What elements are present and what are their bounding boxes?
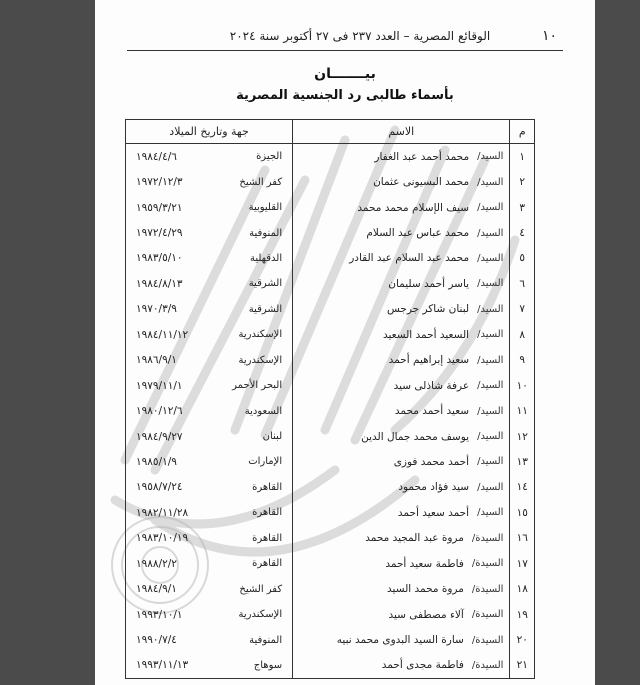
table-row <box>126 551 535 576</box>
name-cell <box>293 246 510 271</box>
honorific: السيدة/ <box>471 583 504 595</box>
birth-date: ١٩٧٠/٣/٩ <box>136 303 177 316</box>
birth-date: ١٩٨٤/٩/١ <box>136 583 177 596</box>
row-number: ٢ <box>510 169 535 194</box>
birth-date: ١٩٨٤/٤/٦ <box>136 150 177 163</box>
page-subtitle: بأسماء طالبى رد الجنسية المصرية <box>236 88 454 103</box>
row-number: ١ <box>510 144 535 170</box>
birth-date: ١٩٨٣/٥/١٠ <box>136 252 183 265</box>
row-number: ٢١ <box>510 653 535 679</box>
applicant-name: سيد فؤاد محمود <box>398 481 470 494</box>
table-row <box>126 424 535 449</box>
birth-cell <box>126 500 293 525</box>
birth-place: لبنان <box>262 431 283 443</box>
name-cell <box>293 475 510 500</box>
birth-date: ١٩٨٥/١/٩ <box>136 455 177 468</box>
table-row <box>126 195 535 220</box>
birth-place: الإسكندرية <box>238 609 283 621</box>
birth-date: ١٩٧٢/٤/٢٩ <box>136 227 183 240</box>
row-number: ١٩ <box>510 602 535 627</box>
honorific: السيدة/ <box>471 659 504 671</box>
birth-place: القاهرة <box>252 507 283 519</box>
applicant-name: يوسف محمد جمال الدين <box>361 430 470 443</box>
birth-cell <box>126 246 293 271</box>
row-number: ١٢ <box>510 424 535 449</box>
name-cell <box>293 169 510 194</box>
name-cell <box>293 195 510 220</box>
applicant-name: أحمد محمد فوزى <box>393 455 470 468</box>
honorific: السيد/ <box>477 303 504 315</box>
name-cell <box>293 348 510 373</box>
honorific: السيدة/ <box>471 558 504 570</box>
row-number: ٩ <box>510 348 535 373</box>
birth-date: ١٩٨٤/٩/٢٧ <box>136 430 183 443</box>
applicant-name: فاطمة مجدى أحمد <box>381 659 464 672</box>
applicant-name: سارة السيد البدوى محمد نبيه <box>336 634 464 647</box>
honorific: السيد/ <box>477 456 504 468</box>
birth-place: كفر الشيخ <box>239 176 283 188</box>
birth-date: ١٩٨٤/١١/١٢ <box>136 328 189 341</box>
table-header-row <box>126 120 535 144</box>
honorific: السيد/ <box>477 202 504 214</box>
name-cell <box>293 271 510 296</box>
viewer-background-right <box>595 0 640 685</box>
name-cell <box>293 322 510 347</box>
birth-cell <box>126 195 293 220</box>
row-number: ١٨ <box>510 576 535 601</box>
birth-place: الشرقية <box>248 278 283 290</box>
applicant-name: السعيد أحمد السعيد <box>382 328 470 341</box>
honorific: السيد/ <box>477 278 504 290</box>
table-row <box>126 297 535 322</box>
birth-cell <box>126 271 293 296</box>
table-row <box>126 322 535 347</box>
column-header-birth: جهة وتاريخ الميلاد <box>126 120 293 144</box>
honorific: السيد/ <box>477 380 504 392</box>
name-cell <box>293 500 510 525</box>
name-cell <box>293 449 510 474</box>
column-header-number: م <box>510 120 535 144</box>
row-number: ٢٠ <box>510 627 535 652</box>
birth-cell <box>126 449 293 474</box>
birth-place: المنوفية <box>249 634 283 646</box>
honorific: السيد/ <box>477 405 504 417</box>
applicant-name: محمد عباس عبد السلام <box>366 227 470 240</box>
applicant-name: محمد البسيونى عثمان <box>373 176 470 189</box>
name-cell <box>293 424 510 449</box>
table-row <box>126 627 535 652</box>
birth-cell <box>126 526 293 551</box>
birth-date: ١٩٨٠/١٢/٦ <box>136 405 183 418</box>
birth-place: القاهرة <box>252 558 283 570</box>
table-row <box>126 220 535 245</box>
table-row <box>126 271 535 296</box>
table-row <box>126 144 535 170</box>
birth-date: ١٩٥٨/٧/٢٤ <box>136 481 183 494</box>
row-number: ١٤ <box>510 475 535 500</box>
birth-place: الجيزة <box>256 151 283 163</box>
applicant-name: محمد عبد السلام عبد القادر <box>349 252 470 265</box>
birth-place: الشرقية <box>248 303 283 315</box>
honorific: السيد/ <box>477 329 504 341</box>
birth-date: ١٩٧٩/١١/١ <box>136 379 183 392</box>
birth-date: ١٩٥٩/٣/٢١ <box>136 201 183 214</box>
birth-date: ١٩٨٤/٨/١٣ <box>136 277 183 290</box>
row-number: ٧ <box>510 297 535 322</box>
table-body <box>126 144 535 679</box>
honorific: السيد/ <box>477 176 504 188</box>
row-number: ١٠ <box>510 373 535 398</box>
applicant-name: فاطمة سعيد أحمد <box>385 557 464 570</box>
applicant-name: آلاء مصطفى سيد <box>388 608 464 621</box>
column-header-name: الاسم <box>293 120 510 144</box>
birth-cell <box>126 220 293 245</box>
birth-cell <box>126 551 293 576</box>
honorific: السيدة/ <box>471 609 504 621</box>
birth-cell <box>126 424 293 449</box>
page-title: بيـــــــان <box>314 66 376 82</box>
honorific: السيد/ <box>477 252 504 264</box>
table-row <box>126 169 535 194</box>
row-number: ٤ <box>510 220 535 245</box>
birth-cell <box>126 602 293 627</box>
name-cell <box>293 653 510 679</box>
honorific: السيد/ <box>477 354 504 366</box>
birth-place: السعودية <box>244 405 283 417</box>
birth-cell <box>126 475 293 500</box>
applicant-name: أحمد سعيد أحمد <box>397 506 470 519</box>
birth-cell <box>126 297 293 322</box>
row-number: ١٦ <box>510 526 535 551</box>
row-number: ١٥ <box>510 500 535 525</box>
name-cell <box>293 627 510 652</box>
row-number: ٨ <box>510 322 535 347</box>
document-page <box>95 0 595 685</box>
birth-cell <box>126 576 293 601</box>
table-row <box>126 246 535 271</box>
applicant-name: محمد أحمد عبد الغفار <box>374 150 470 163</box>
birth-date: ١٩٨٣/١٠/١٩ <box>136 532 189 545</box>
page-number: ١٠ <box>541 28 557 44</box>
applicant-name: سيف الإسلام محمد محمد <box>357 201 470 214</box>
birth-place: الإسكندرية <box>238 354 283 366</box>
name-cell <box>293 373 510 398</box>
birth-place: الإسكندرية <box>238 329 283 341</box>
applicant-name: ياسر أحمد سليمان <box>388 277 470 290</box>
birth-place: القاهرة <box>252 532 283 544</box>
table-row <box>126 526 535 551</box>
name-cell <box>293 144 510 170</box>
applicant-name: لبنان شاكر جرجس <box>387 303 470 316</box>
table-row <box>126 398 535 423</box>
birth-date: ١٩٧٢/١٢/٣ <box>136 176 183 189</box>
birth-date: ١٩٩٣/١٠/١ <box>136 608 183 621</box>
applicant-name: عرفة شاذلى سيد <box>393 379 470 392</box>
table-row <box>126 576 535 601</box>
publication-line: الوقائع المصرية – العدد ٢٣٧ فى ٢٧ أكتوبر سنة ٢٠٢٤ <box>229 29 491 43</box>
birth-place: القاهرة <box>252 481 283 493</box>
applicant-name: سعيد أحمد محمد <box>394 405 470 418</box>
table-row <box>126 348 535 373</box>
birth-date: ١٩٩٠/٧/٤ <box>136 634 177 647</box>
viewer-background-left <box>0 0 95 685</box>
birth-cell <box>126 169 293 194</box>
name-cell <box>293 602 510 627</box>
birth-date: ١٩٨٨/٢/٢ <box>136 557 177 570</box>
birth-place: سوهاج <box>253 659 283 671</box>
honorific: السيد/ <box>477 481 504 493</box>
honorific: السيد/ <box>477 151 504 163</box>
row-number: ١١ <box>510 398 535 423</box>
applicant-name: مروة محمد السيد <box>387 583 464 596</box>
birth-place: الإمارات <box>248 456 283 468</box>
row-number: ٦ <box>510 271 535 296</box>
birth-cell <box>126 653 293 679</box>
name-cell <box>293 576 510 601</box>
honorific: السيد/ <box>477 507 504 519</box>
birth-place: البحر الأحمر <box>232 380 283 392</box>
table-row <box>126 373 535 398</box>
birth-date: ١٩٨٦/٩/١ <box>136 354 177 367</box>
name-cell <box>293 398 510 423</box>
name-cell <box>293 297 510 322</box>
honorific: السيد/ <box>477 227 504 239</box>
birth-cell <box>126 348 293 373</box>
birth-place: الدقهلية <box>249 252 283 264</box>
name-cell <box>293 220 510 245</box>
row-number: ٥ <box>510 246 535 271</box>
table-row <box>126 475 535 500</box>
name-cell <box>293 551 510 576</box>
birth-cell <box>126 398 293 423</box>
birth-place: كفر الشيخ <box>239 583 283 595</box>
row-number: ١٧ <box>510 551 535 576</box>
honorific: السيد/ <box>477 431 504 443</box>
applicants-table <box>125 119 535 679</box>
row-number: ٣ <box>510 195 535 220</box>
applicant-name: مروة عبد المجيد محمد <box>365 532 464 545</box>
table-row <box>126 653 535 679</box>
row-number: ١٣ <box>510 449 535 474</box>
name-cell <box>293 526 510 551</box>
honorific: السيدة/ <box>471 532 504 544</box>
birth-place: المنوفية <box>249 227 283 239</box>
table-row <box>126 449 535 474</box>
birth-cell <box>126 627 293 652</box>
table-row <box>126 602 535 627</box>
birth-date: ١٩٨٢/١١/٢٨ <box>136 506 189 519</box>
birth-date: ١٩٩٣/١١/١٣ <box>136 659 189 672</box>
birth-cell <box>126 322 293 347</box>
birth-place: القليوبية <box>248 202 283 214</box>
table-row <box>126 500 535 525</box>
birth-cell <box>126 373 293 398</box>
honorific: السيدة/ <box>471 634 504 646</box>
birth-cell <box>126 144 293 170</box>
applicant-name: سعيد إبراهيم أحمد <box>388 354 470 367</box>
